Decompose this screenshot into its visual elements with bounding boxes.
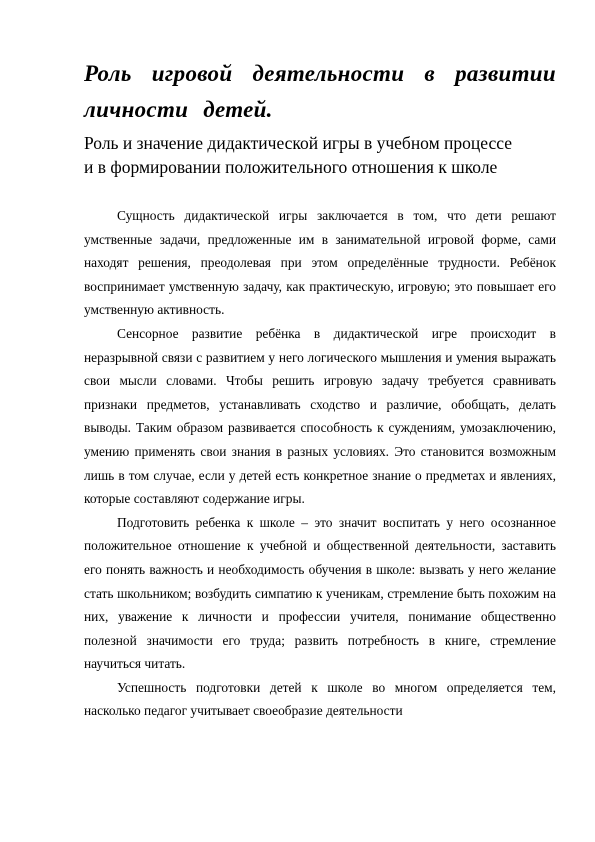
paragraph: Подготовить ребенка к школе – это значит воспитать у него осознанное положительное отношение к учебной и общественной деятельности, заставить его понять важность и необходимость обучения в школе: вызвать у него желание стать школьником; возбудить симпатию к ученикам, стремление быть похожим на них, уважение к личности и профессии учителя, понимание общественно полезной значимости его труда; развить потребность в книге, стремление научиться читать. bbox=[84, 514, 556, 672]
document-title: Роль игровой деятельности в развитии личности детей. bbox=[84, 61, 556, 122]
paragraph: Сенсорное развитие ребёнка в дидактической игре происходит в неразрывной связи с развитием у него логического мышления и умения выражать свои мысли словами. Чтобы решить игровую задачу требуется сравнивать признаки предметов, устанавливать сходство и различие, обобщать, делать выводы. Таким образом развивается способность к суждениям, умозаключению, умению применять свои знания в разных условиях. Это становится возможным лишь в том случае, если у детей есть конкретное знание о предметах и явлениях, которые составляют содержание игры. bbox=[84, 325, 556, 507]
document-body bbox=[84, 204, 556, 723]
document-subtitle: Роль и значение дидактической игры в учебном процессе и в формировании положительного отношения к школе bbox=[84, 133, 512, 177]
paragraph: Успешность подготовки детей к школе во многом определяется тем, насколько педагог учитывает своеобразие деятельности bbox=[84, 679, 556, 719]
paragraph: Сущность дидактической игры заключается в том, что дети решают умственные задачи, предложенные им в занимательной игровой форме, сами находят решения, преодолевая при этом определённые трудности. Ребёнок воспринимает умственную задачу, как практическую, игровую; это повышает его умственную активность. bbox=[84, 208, 556, 318]
